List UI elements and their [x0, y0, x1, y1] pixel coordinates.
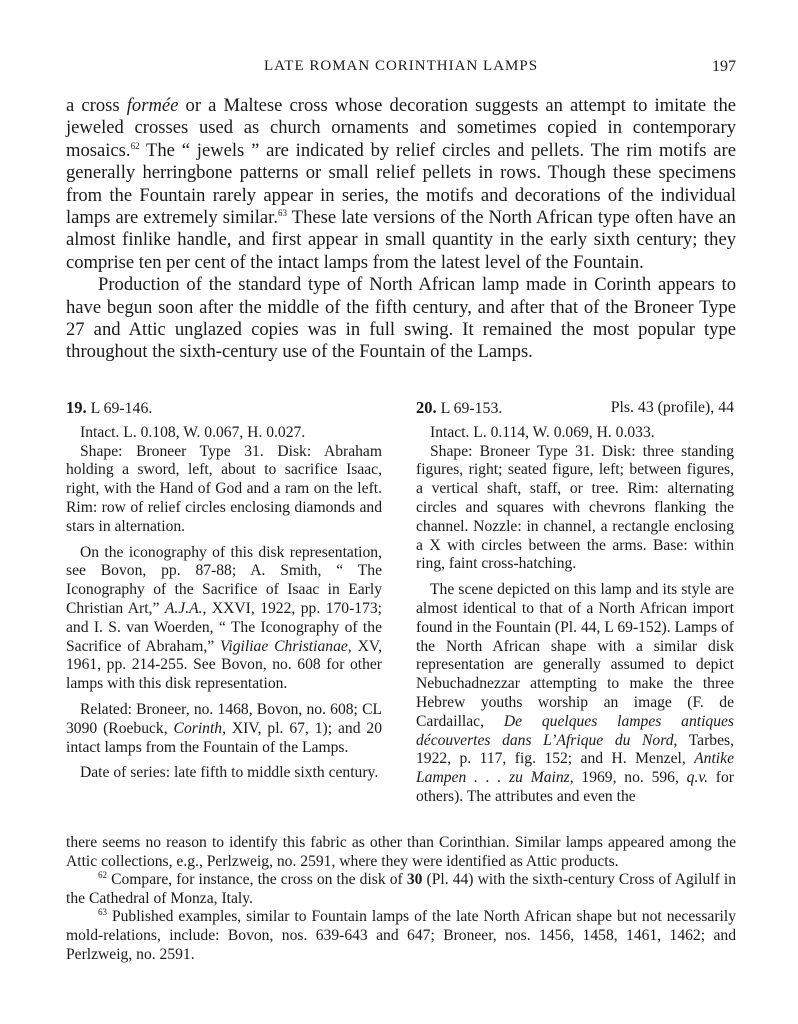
footnote-ref-63[interactable]: 63: [277, 207, 287, 218]
footnote-62: $^{62}$ Compare, for instance, the cross on the disk of 30 (Pl. 44) with the sixth-century Cross of Agilulf in the Cathedral of Monza, Italy.: [66, 870, 736, 907]
catalogue-entry-20: [416, 399, 734, 814]
shape-description: Shape: Broneer Type 31. Disk: Abraham holding a sword, left, about to sacrifice Isaac, right, with the Hand of God and a ram on the left. Rim: row of relief circles enclosing diamonds and stars in alternation.: [66, 442, 382, 535]
running-head: [66, 58, 736, 80]
running-title: LATE ROMAN CORINTHIAN LAMPS: [263, 58, 539, 74]
footnote-ref-62[interactable]: 62: [130, 140, 140, 151]
main-text: [66, 95, 736, 364]
iconography-note: On the iconography of this disk representation, see Bovon, pp. 87-88; A. Smith, “ The Iconography of the Sacrifice of Isaac in Early Christian Art,” A.J.A., XXVI, 1922, pp. 170-173; and I. S. van Woerden, “ The Iconography of the Sacrifice of Abraham,” Vigiliae Christianae, XV, 1961, pp. 214-255. See Bovon, no. 608 for other lamps with this disk representation.: [66, 543, 382, 693]
catalogue-heading: 19. L 69-146.: [66, 398, 153, 417]
paragraph-1: a cross formée or a Maltese cross whose decoration suggests an attempt to imitate the jeweled crosses used as church ornaments and sometimes copied in contemporary mosaics.$^{62}$ The “ jewels ” are indicated by relief circles and pellets. The rim motifs are generally herringbone patterns or small relief pellets in rows. Though these specimens from the Fountain rarely appear in series, the motifs and decorations of the individual lamps are extremely similar.$^{63}$ These late versions of the North African type often have an almost finlike handle, and first appear in small quantity in the early sixth century; they comprise ten per cent of the intact lamps from the latest level of the Fountain.: [66, 95, 736, 273]
plate-reference: Pls. 43 (profile), 44: [610, 399, 734, 416]
catalogue-heading: 20. L 69-153. Pls. 43 (profile), 44: [416, 398, 734, 417]
scene-note: The scene depicted on this lamp and its style are almost identical to that of a North African import found in the Fountain (Pl. 44, L 69-152). Lamps of the North African shape with a similar disk representation are generally assumed to depict Nebuchadnezzar attempting to make the three Hebrew youths worship an image (F. de Cardaillac, De quelques lampes antiques découvertes dans L’Afrique du Nord, Tarbes, 1922, p. 117, fig. 152; and H. Menzel, Antike Lampen . . . zu Mainz, 1969, no. 596, q.v. for others). The attributes and even the: [416, 581, 735, 805]
catalogue-entry-19: [66, 399, 382, 790]
date-note: Date of series: late fifth to middle sixth century.: [80, 764, 379, 782]
footnote-63: $^{63}$ Published examples, similar to Fountain lamps of the late North African shape but not necessarily mold-relations, include: Bovon, nos. 639-643 and 647; Broneer, nos. 1456, 1458, 1461, 1462; and Perlzweig, no. 2591.: [66, 907, 736, 963]
footnote-continuation: there seems no reason to identify this fabric as other than Corinthian. Similar lamps appeared among the Attic collections, e.g., Perlzweig, no. 2591, where they were identified as Attic products.: [66, 834, 736, 870]
footnotes: [66, 834, 736, 964]
paragraph-2: Production of the standard type of North African lamp made in Corinth appears to have begun soon after the middle of the fifth century, and after that of the Broneer Type 27 and Attic unglazed copies was in full swing. It remained the most popular type throughout the sixth-century use of the Fountain of the Lamps.: [66, 274, 736, 363]
dimensions: Intact. L. 0.114, W. 0.069, H. 0.033.: [430, 423, 655, 441]
dimensions: Intact. L. 0.108, W. 0.067, H. 0.027.: [80, 423, 306, 441]
shape-description: Shape: Broneer Type 31. Disk: three standing figures, right; seated figure, left; between figures, a vertical shaft, staff, or tree. Rim: alternating circles and squares with chevrons flanking the channel. Nozzle: in channel, a rectangle enclosing a X with circles between the arms. Base: within ring, faint cross-hatching.: [416, 442, 734, 573]
related-note: Related: Broneer, no. 1468, Bovon, no. 608; CL 3090 (Roebuck, Corinth, XIV, pl. 67, 1); and 20 intact lamps from the Fountain of the Lamps.: [66, 700, 383, 756]
page-number: 197: [712, 58, 736, 75]
